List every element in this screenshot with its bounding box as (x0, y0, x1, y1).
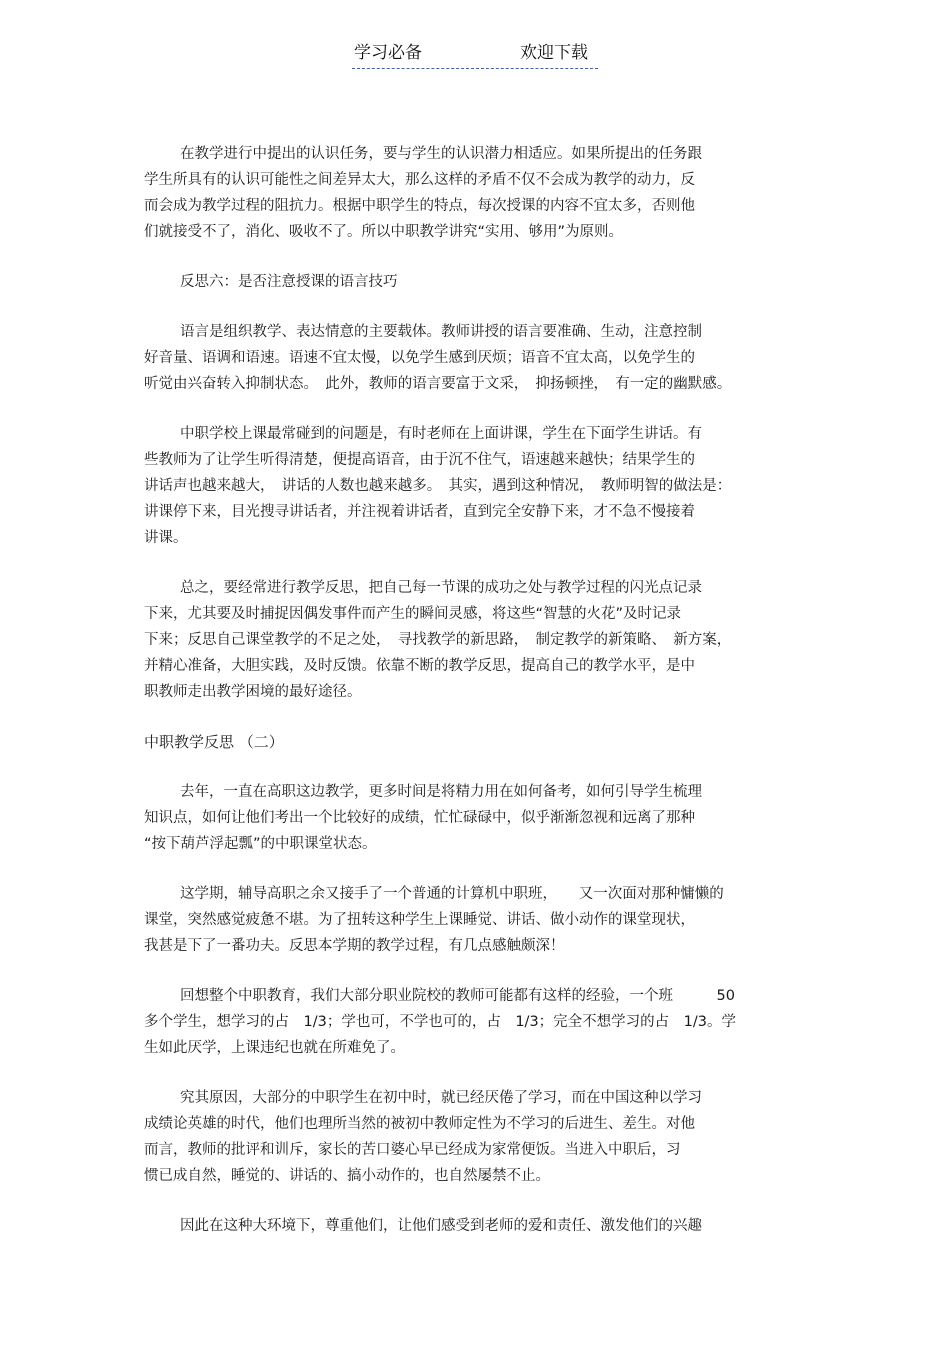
paragraph-gap (144, 295, 814, 319)
header-left-text: 学习必备 (354, 43, 422, 63)
text-line: 我甚是下了一番功夫。反思本学期的教学过程，有几点感触颇深！ (144, 938, 565, 954)
paragraph-gap (144, 1061, 814, 1085)
text-line: 语言是组织教学、表达情意的主要载体。教师讲授的语言要准确、生动，注意控制 (180, 324, 702, 340)
header-right-text: 欢迎下载 (520, 43, 588, 63)
text-line: 并精心准备，大胆实践，及时反馈。依靠不断的教学反思，提高自己的教学水平，是中 (144, 658, 695, 674)
page-header (352, 40, 598, 69)
text-line: 反思六：是否注意授课的语言技巧 (180, 274, 398, 290)
paragraph-gap (144, 857, 814, 881)
text-line: 好音量、语调和语速。语速不宜太慢，以免学生感到厌烦；语音不宜太高，以免学生的 (144, 350, 695, 366)
text-line: 惯已成自然，睡觉的、讲话的、搞小动作的，也自然屡禁不止。 (144, 1168, 550, 1184)
text-line: 中职学校上课最常碰到的问题是，有时老师在上面讲课，学生在下面学生讲话。有 (180, 426, 702, 442)
text-line: 去年，一直在高职这边教学，更多时间是将精力用在如何备考，如何引导学生梳理 (180, 784, 702, 800)
text-line: 听觉由兴奋转入抑制状态。 此外，教师的语言要富于文采， 抑扬顿挫， 有一定的幽默感。 (144, 376, 732, 392)
text-line: 下来，尤其要及时捕捉因偶发事件而产生的瞬间灵感，将这些“智慧的火花”及时记录 (144, 606, 682, 622)
text-line: 因此在这种大环境下，尊重他们，让他们感受到老师的爱和责任、激发他们的兴趣 (180, 1218, 702, 1234)
paragraph-gap (144, 245, 814, 269)
text-line: 些教师为了让学生听得清楚，便提高语音，由于沉不住气，语速越来越快；结果学生的 (144, 452, 695, 468)
text-line: 课堂，突然感觉疲惫不堪。为了扭转这种学生上课睡觉、讲话、做小动作的课堂现状， (144, 912, 695, 928)
text-line: 这学期，辅导高职之余又接手了一个普通的计算机中职班， 又一次面对那种慵懒的 (180, 886, 724, 902)
text-line: 生如此厌学，上课违纪也就在所难免了。 (144, 1040, 405, 1056)
text-line: 而会成为教学过程的阻抗力。根据中职学生的特点，每次授课的内容不宜太多，否则他 (144, 198, 695, 214)
text-line: 多个学生，想学习的占 1/3；学也可，不学也可的，占 1/3；完全不想学习的占 1/3。学 (144, 1014, 737, 1030)
text-line: 总之，要经常进行教学反思，把自己每一节课的成功之处与教学过程的闪光点记录 (180, 580, 702, 596)
section-heading: 中职教学反思 （二） (144, 733, 284, 751)
paragraph-gap (144, 397, 814, 421)
text-line: 学生所具有的认识可能性之间差异太大，那么这样的矛盾不仅不会成为教学的动力，反 (144, 172, 695, 188)
text-line: 职教师走出教学困境的最好途径。 (144, 684, 362, 700)
paragraph-gap (144, 705, 814, 729)
text-line: 下来；反思自己课堂教学的不足之处， 寻找教学的新思路， 制定教学的新策略、 新方案， (144, 632, 732, 648)
paragraph-gap (144, 959, 814, 983)
paragraph-gap (144, 551, 814, 575)
text-line: “按下葫芦浮起瓢”的中职课堂状态。 (144, 836, 377, 852)
text-line: 们就接受不了，消化、吸收不了。所以中职教学讲究“实用、够用”为原则。 (144, 224, 624, 240)
paragraph-gap (144, 755, 814, 779)
text-line: 知识点，如何让他们考出一个比较好的成绩，忙忙碌碌中，似乎渐渐忽视和远离了那种 (144, 810, 695, 826)
text-line: 在教学进行中提出的认识任务，要与学生的认识潜力相适应。如果所提出的任务跟 (180, 146, 702, 162)
text-line: 讲课停下来，目光搜寻讲话者，并注视着讲话者，直到完全安静下来，才不急不慢接着 (144, 504, 695, 520)
document-body (144, 141, 814, 1239)
text-line: 而言，教师的批评和训斥，家长的苦口婆心早已经成为家常便饭。当进入中职后，习 (144, 1142, 681, 1158)
text-line: 讲课。 (144, 530, 188, 546)
text-line: 成绩论英雄的时代，他们也理所当然的被初中教师定性为不学习的后进生、差生。对他 (144, 1116, 695, 1132)
text-line: 讲话声也越来越大， 讲话的人数也越来越多。 其实，遇到这种情况， 教师明智的做法是： (144, 478, 732, 494)
text-line: 究其原因，大部分的中职学生在初中时，就已经厌倦了学习，而在中国这种以学习 (180, 1090, 702, 1106)
paragraph-gap (144, 1189, 814, 1213)
text-line: 回想整个中职教育，我们大部分职业院校的教师可能都有这样的经验，一个班 50 (180, 988, 735, 1004)
